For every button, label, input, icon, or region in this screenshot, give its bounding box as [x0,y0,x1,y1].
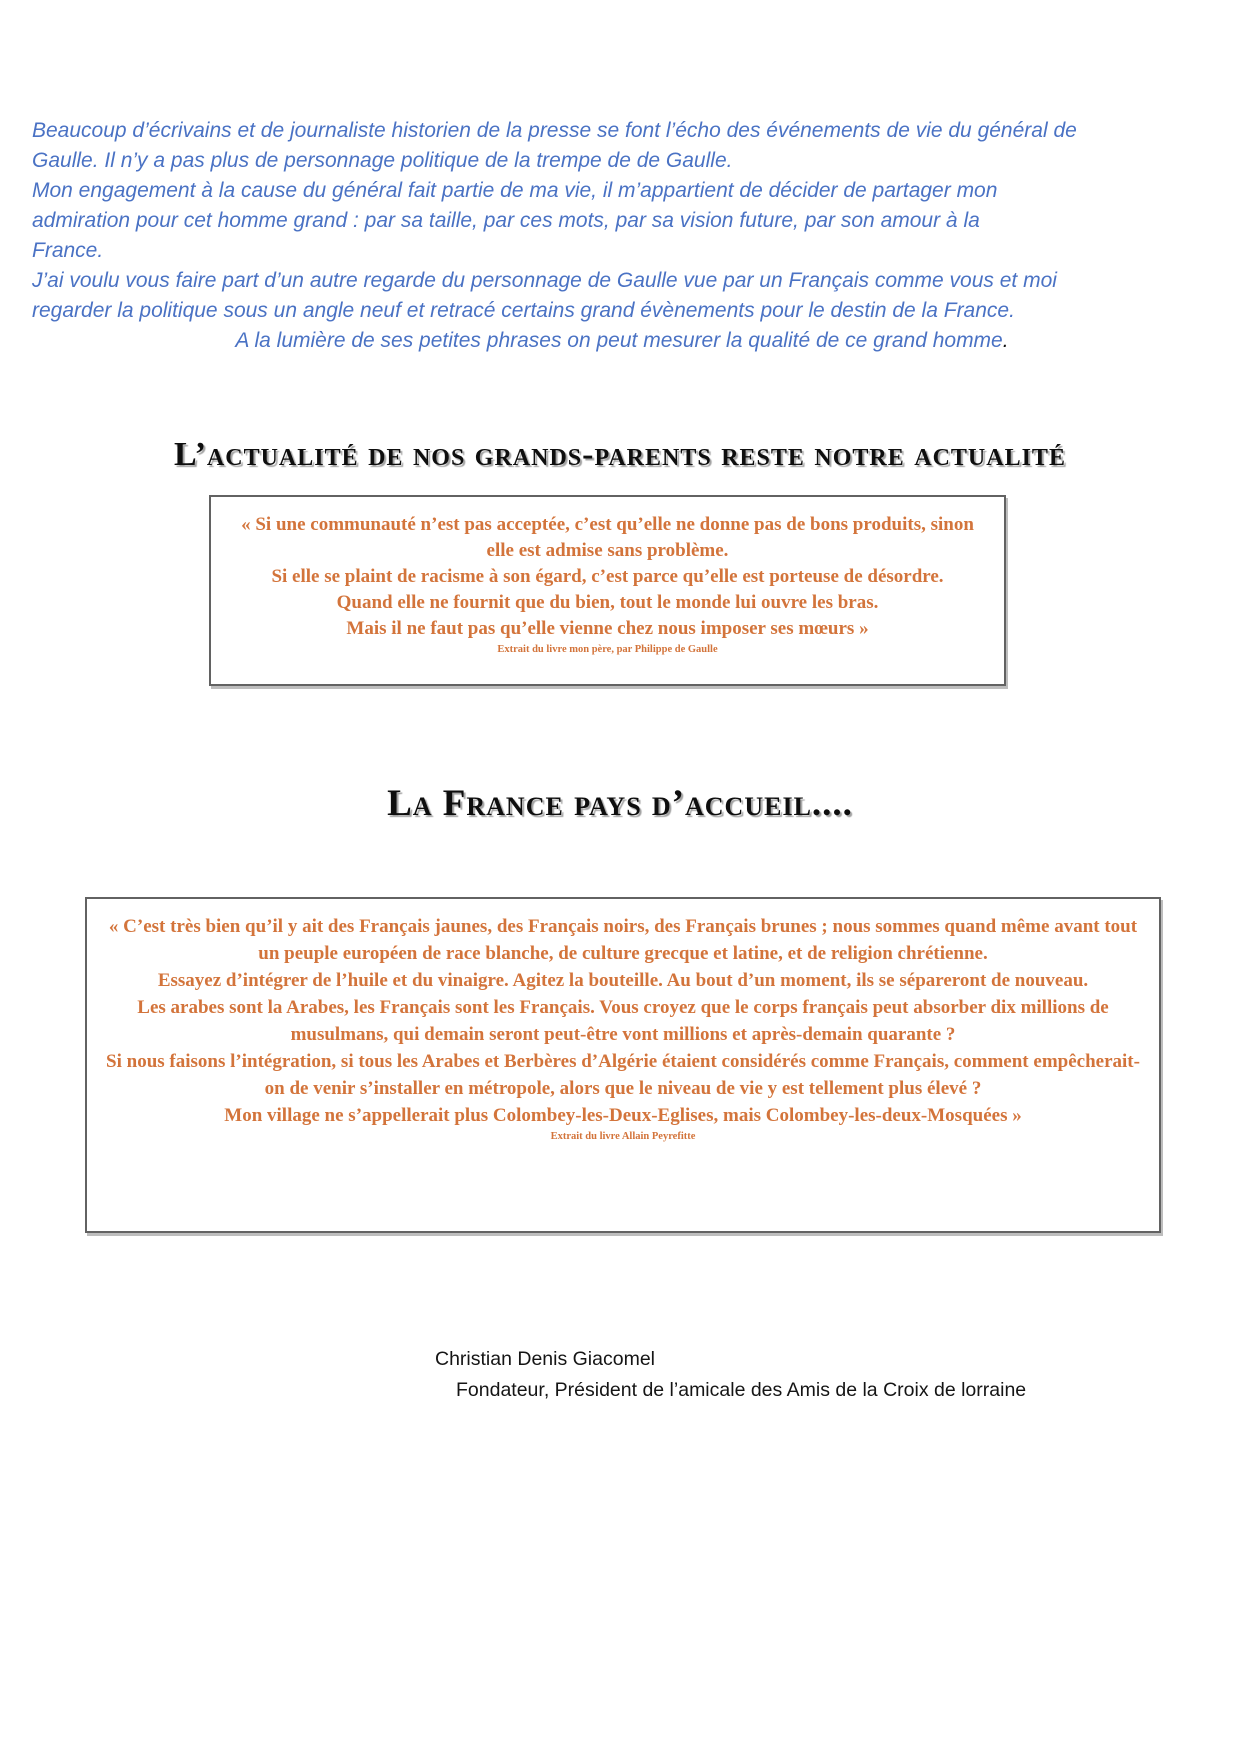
intro-lines [32,116,1212,326]
intro-paragraph [32,116,1212,356]
signature-name: Christian Denis Giacomel [435,1348,655,1370]
intro-centered-text: A la lumière de ses petites phrases on peut mesurer la qualité de ce grand homme [235,329,1003,352]
quote-paragraph: « C’est très bien qu’il y ait des Français jaunes, des Français noirs, des Français brunes ; nous sommes quand même avant tout un peuple européen de race blanche, de culture grecque et latine, et de religion chrétienne. [108,916,1138,964]
quote-paragraph: Mon village ne s’appellerait plus Colombey-les-Deux-Eglises, mais Colombey-les-deux-Mosquées » [224,1105,1022,1126]
section1-heading: L’actualité de nos grands-parents reste notre actualité [174,436,1066,473]
quote-paragraph: Si elle se plaint de racisme à son égard, c’est parce qu’elle est porteuse de désordre. [271,566,944,587]
intro-final-period: . [1002,329,1009,352]
signature-title: Fondateur, Président de l’amicale des Amis de la Croix de lorraine [456,1379,1027,1401]
section1-attribution: Extrait du livre mon père, par Philippe de Gaulle [497,644,718,655]
intro-centered-line [32,326,1212,356]
intro-line: Mon engagement à la cause du général fait partie de ma vie, il m’appartient de décider de partager mon [32,179,998,202]
section2-quote-box [85,897,1161,1233]
intro-line: Beaucoup d’écrivains et de journaliste historien de la presse se font l’écho des événements de vie du général de [32,119,1077,142]
quote-paragraph: Les arabes sont la Arabes, les Français sont les Français. Vous croyez que le corps français peut absorber dix millions de musulmans, qui demain seront peut-être vont millions et après-demain quarante ? [137,997,1109,1045]
quote-paragraph: Quand elle ne fournit que du bien, tout le monde lui ouvre les bras. [336,592,879,613]
intro-line: Gaulle. Il n’y a pas plus de personnage politique de la trempe de de Gaulle. [32,149,733,172]
quote-paragraph: « Si une communauté n’est pas acceptée, c’est qu’elle ne donne pas de bons produits, sinon elle est admise sans problème. [241,514,974,561]
section1-quote-box [209,495,1006,686]
quote-paragraph: Si nous faisons l’intégration, si tous les Arabes et Berbères d’Algérie étaient considérés comme Français, comment empêcherait-on de venir s’installer en métropole, alors que le niveau de vie y est tellement plus élevé ? [106,1051,1140,1099]
intro-line: regarder la politique sous un angle neuf et retracé certains grand évènements pour le destin de la France. [32,299,1015,322]
section1-quote-paragraphs [231,512,984,642]
section2-attribution: Extrait du livre Allain Peyrefitte [550,1131,696,1142]
signature-block [435,1344,1026,1406]
quote-paragraph: Mais il ne faut pas qu’elle vienne chez nous imposer ses mœurs » [346,618,869,639]
quote-paragraph: Essayez d’intégrer de l’huile et du vinaigre. Agitez la bouteille. Au bout d’un moment, ils se sépareront de nouveau. [157,970,1089,991]
intro-line: France. [32,239,104,262]
section2-heading: La France pays d’accueil.... [387,783,853,824]
intro-line: admiration pour cet homme grand : par sa taille, par ces mots, par sa vision future, par son amour à la [32,209,980,232]
intro-line: J’ai voulu vous faire part d’un autre regarde du personnage de Gaulle vue par un Français comme vous et moi [32,269,1057,292]
section2-quote-paragraphs [102,913,1144,1129]
